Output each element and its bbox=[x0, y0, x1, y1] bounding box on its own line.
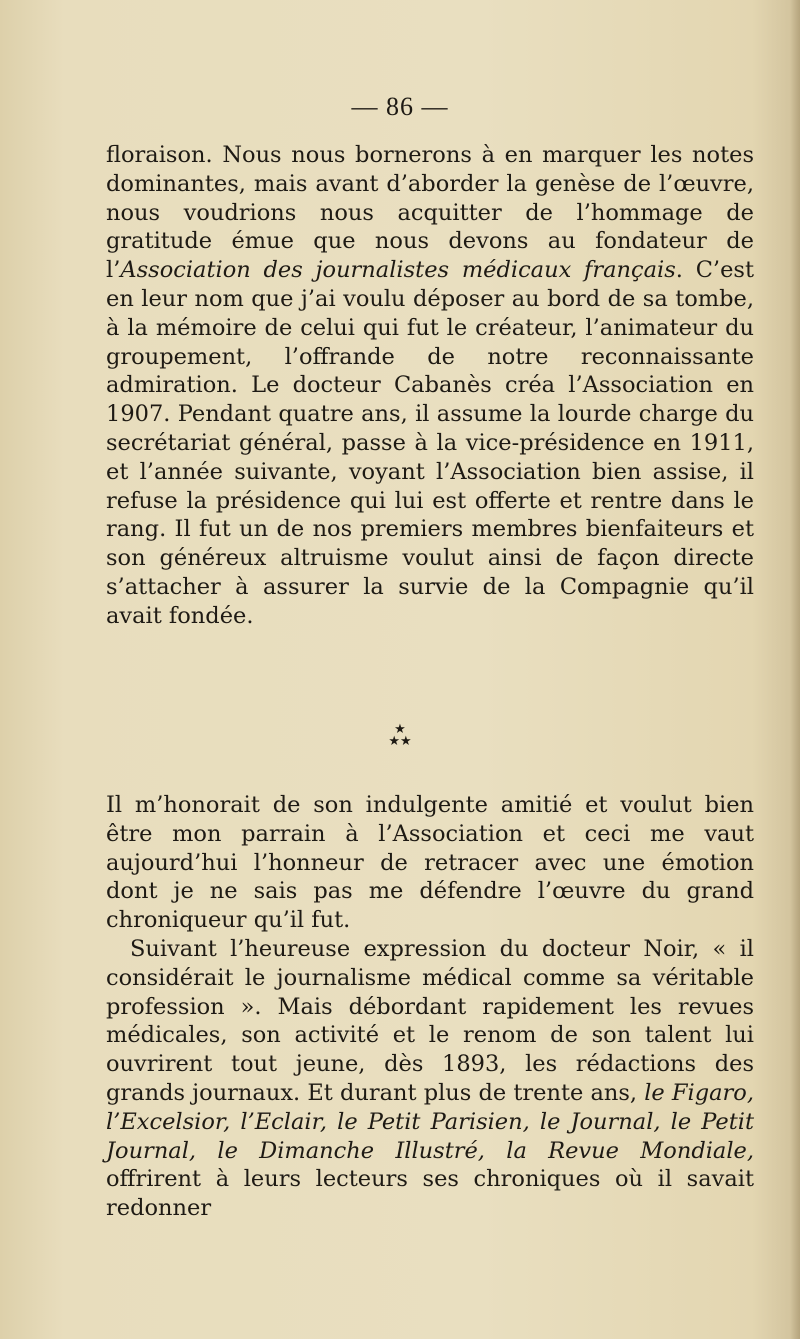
text-block-bottom bbox=[106, 791, 754, 1223]
page-number: — 86 — bbox=[351, 92, 449, 121]
asterism-star-left: ★ bbox=[388, 734, 400, 749]
text-run: floraison. Nous nous bornerons à en marquer les notes dominantes, mais avant d’aborder la genèse de l’œuvre, nous voudrions nous acquitter de l’hommage de gratitude émue que nous devons au fondateur de l’ bbox=[106, 142, 754, 284]
paragraph bbox=[106, 791, 754, 935]
page-edge-shadow bbox=[790, 0, 800, 1339]
text-run: Suivant l’heureuse expression du docteur Noir, « il considérait le journalisme médical comme sa véritable profession ». Mais débordant rapidement les revues médicales, son activité et le renom de son talent lui ouvrirent tout jeune, dès 1893, les rédactions des grands journaux. Et durant plus de trente ans, bbox=[106, 935, 754, 1106]
asterism-separator bbox=[0, 724, 800, 748]
italic-title-run: le Figaro, l’Excelsior, l’Eclair, le Petit Parisien, le Journal, le Petit Journal, le Dimanche Illustré, la Revue Mondiale, bbox=[106, 1079, 754, 1164]
paragraph bbox=[106, 935, 754, 1223]
text-run: . C’est en leur nom que j’ai voulu déposer au bord de sa tombe, à la mémoire de celui qui fut le créateur, l’animateur du groupement, l’offrande de notre reconnaissante admiration. Le docteur Cabanès créa l’Association en 1907. Pendant quatre ans, il assume la lourde charge du secrétariat général, passe à la vice-présidence en 1911, et l’année suivante, voyant l’Association bien assise, il refuse la présidence qui lui est offerte et rentre dans le rang. Il fut un de nos premiers membres bienfaiteurs et son généreux altruisme voulut ainsi de façon directe s’attacher à assurer la survie de la Compagnie qu’il avait fondée. bbox=[106, 257, 754, 629]
text-run: Il m’honorait de son indulgente amitié et voulut bien être mon parrain à l’Association et ceci me vaut aujourd’hui l’honneur de retracer avec une émotion dont je ne sais pas me défendre l’œuvre du grand chroniqueur qu’il fut. bbox=[106, 792, 754, 934]
text-block-top bbox=[106, 141, 754, 631]
paragraph bbox=[106, 141, 754, 631]
text-run: offrirent à leurs lecteurs ses chroniques où il savait redonner bbox=[106, 1166, 754, 1222]
asterism-star-right: ★ bbox=[400, 734, 412, 749]
italic-title-run: Association des journalistes médicaux français bbox=[120, 257, 676, 284]
asterism-star-top: ★ bbox=[394, 722, 406, 737]
